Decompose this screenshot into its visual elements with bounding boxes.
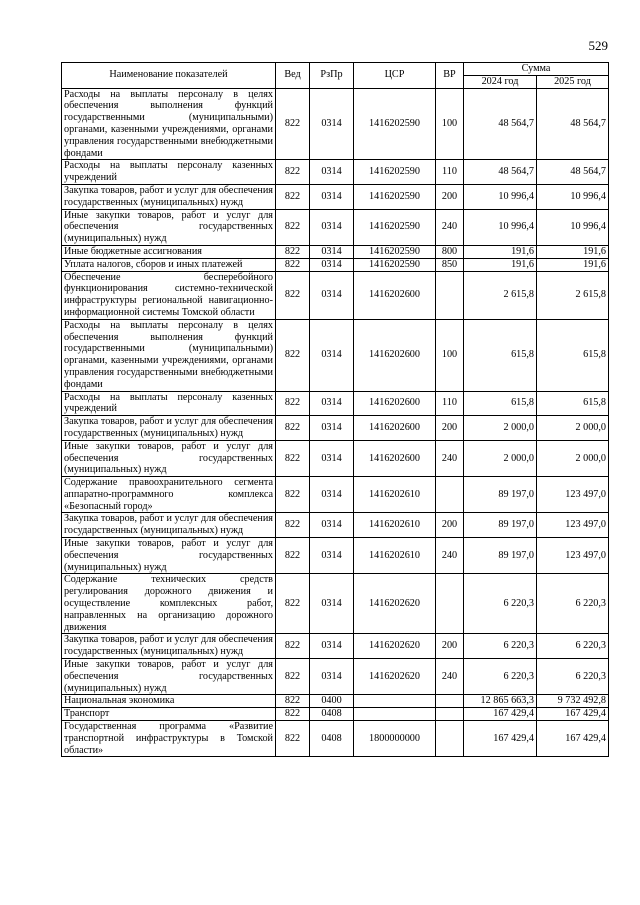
cell-csr: 1416202620	[354, 659, 436, 695]
cell-ved: 822	[276, 271, 310, 319]
cell-csr: 1416202600	[354, 319, 436, 391]
cell-vr	[436, 574, 464, 634]
table-row	[62, 513, 609, 538]
cell-sum-2024: 2 000,0	[464, 440, 537, 476]
table-row	[62, 391, 609, 416]
cell-sum-2024: 6 220,3	[464, 634, 537, 659]
cell-name: Иные закупки товаров, работ и услуг для обеспечения государственных (муниципальных) нужд	[62, 440, 276, 476]
cell-rzpr: 0314	[310, 513, 354, 538]
cell-ved: 822	[276, 538, 310, 574]
cell-rzpr: 0314	[310, 538, 354, 574]
cell-ved: 822	[276, 659, 310, 695]
table-row	[62, 440, 609, 476]
cell-vr	[436, 721, 464, 757]
cell-name: Государственная программа «Развитие транспортной инфраструктуры в Томской области»	[62, 721, 276, 757]
cell-vr: 200	[436, 513, 464, 538]
table-row	[62, 574, 609, 634]
cell-ved: 822	[276, 634, 310, 659]
table-body	[62, 88, 609, 757]
cell-name: Расходы на выплаты персоналу в целях обеспечения выполнения функций государственными (муниципальными) органами, казенными учреждениями, органами управления государственными внебюджетными фондами	[62, 88, 276, 160]
cell-ved: 822	[276, 513, 310, 538]
cell-sum-2025: 6 220,3	[537, 659, 609, 695]
cell-name: Иные закупки товаров, работ и услуг для обеспечения государственных (муниципальных) нужд	[62, 538, 276, 574]
cell-csr: 1416202590	[354, 88, 436, 160]
table-row	[62, 416, 609, 441]
header-ved: Вед	[276, 63, 310, 89]
cell-name: Иные бюджетные ассигнования	[62, 245, 276, 258]
cell-vr: 200	[436, 184, 464, 209]
cell-vr: 240	[436, 538, 464, 574]
cell-sum-2025: 2 000,0	[537, 440, 609, 476]
cell-csr: 1416202610	[354, 538, 436, 574]
cell-rzpr: 0314	[310, 88, 354, 160]
cell-sum-2024: 2 615,8	[464, 271, 537, 319]
table-row	[62, 708, 609, 721]
cell-sum-2025: 191,6	[537, 245, 609, 258]
budget-table	[61, 62, 609, 757]
cell-ved: 822	[276, 209, 310, 245]
cell-csr	[354, 708, 436, 721]
cell-sum-2024: 615,8	[464, 391, 537, 416]
cell-rzpr: 0408	[310, 721, 354, 757]
cell-sum-2024: 167 429,4	[464, 708, 537, 721]
cell-ved: 822	[276, 88, 310, 160]
cell-rzpr: 0314	[310, 477, 354, 513]
cell-rzpr: 0314	[310, 160, 354, 185]
cell-sum-2024: 2 000,0	[464, 416, 537, 441]
cell-sum-2025: 123 497,0	[537, 538, 609, 574]
cell-sum-2025: 6 220,3	[537, 574, 609, 634]
table-row	[62, 659, 609, 695]
cell-csr: 1416202590	[354, 184, 436, 209]
cell-csr: 1416202600	[354, 391, 436, 416]
header-sum: Сумма	[464, 63, 609, 76]
cell-sum-2025: 615,8	[537, 391, 609, 416]
cell-name: Закупка товаров, работ и услуг для обеспечения государственных (муниципальных) нужд	[62, 416, 276, 441]
table-row	[62, 160, 609, 185]
cell-ved: 822	[276, 245, 310, 258]
cell-rzpr: 0408	[310, 708, 354, 721]
table-row	[62, 634, 609, 659]
cell-sum-2024: 89 197,0	[464, 477, 537, 513]
cell-vr: 240	[436, 440, 464, 476]
cell-name: Закупка товаров, работ и услуг для обеспечения государственных (муниципальных) нужд	[62, 634, 276, 659]
cell-csr: 1416202590	[354, 258, 436, 271]
cell-csr: 1416202590	[354, 160, 436, 185]
cell-sum-2025: 10 996,4	[537, 184, 609, 209]
header-csr: ЦСР	[354, 63, 436, 89]
cell-name: Закупка товаров, работ и услуг для обеспечения государственных (муниципальных) нужд	[62, 184, 276, 209]
cell-ved: 822	[276, 258, 310, 271]
cell-sum-2025: 6 220,3	[537, 634, 609, 659]
cell-ved: 822	[276, 721, 310, 757]
table-row	[62, 695, 609, 708]
cell-ved: 822	[276, 160, 310, 185]
cell-rzpr: 0314	[310, 184, 354, 209]
cell-vr	[436, 271, 464, 319]
cell-csr: 1416202590	[354, 245, 436, 258]
table-row	[62, 88, 609, 160]
cell-sum-2025: 48 564,7	[537, 88, 609, 160]
cell-rzpr: 0314	[310, 659, 354, 695]
cell-csr	[354, 695, 436, 708]
header-year-2025: 2025 год	[537, 75, 609, 88]
table-row	[62, 245, 609, 258]
cell-name: Национальная экономика	[62, 695, 276, 708]
cell-sum-2025: 191,6	[537, 258, 609, 271]
cell-sum-2024: 10 996,4	[464, 209, 537, 245]
cell-ved: 822	[276, 184, 310, 209]
cell-name: Иные закупки товаров, работ и услуг для обеспечения государственных (муниципальных) нужд	[62, 659, 276, 695]
cell-rzpr: 0314	[310, 634, 354, 659]
cell-rzpr: 0314	[310, 245, 354, 258]
cell-ved: 822	[276, 695, 310, 708]
cell-csr: 1416202590	[354, 209, 436, 245]
cell-vr: 100	[436, 319, 464, 391]
cell-rzpr: 0314	[310, 416, 354, 441]
cell-ved: 822	[276, 391, 310, 416]
cell-sum-2025: 123 497,0	[537, 477, 609, 513]
cell-name: Уплата налогов, сборов и иных платежей	[62, 258, 276, 271]
cell-rzpr: 0400	[310, 695, 354, 708]
cell-vr: 240	[436, 209, 464, 245]
cell-csr: 1416202610	[354, 477, 436, 513]
cell-sum-2025: 2 000,0	[537, 416, 609, 441]
cell-rzpr: 0314	[310, 258, 354, 271]
page-number: 529	[588, 38, 608, 53]
cell-ved: 822	[276, 574, 310, 634]
cell-csr: 1416202600	[354, 271, 436, 319]
cell-csr: 1416202600	[354, 440, 436, 476]
cell-sum-2024: 48 564,7	[464, 88, 537, 160]
cell-sum-2024: 48 564,7	[464, 160, 537, 185]
cell-rzpr: 0314	[310, 440, 354, 476]
cell-sum-2024: 10 996,4	[464, 184, 537, 209]
cell-rzpr: 0314	[310, 391, 354, 416]
cell-ved: 822	[276, 477, 310, 513]
cell-sum-2025: 123 497,0	[537, 513, 609, 538]
cell-name: Расходы на выплаты персоналу в целях обеспечения выполнения функций государственными (муниципальными) органами, казенными учреждениями, органами управления государственными внебюджетными фондами	[62, 319, 276, 391]
table-row	[62, 721, 609, 757]
cell-rzpr: 0314	[310, 209, 354, 245]
cell-name: Иные закупки товаров, работ и услуг для обеспечения государственных (муниципальных) нужд	[62, 209, 276, 245]
cell-ved: 822	[276, 708, 310, 721]
table-row	[62, 477, 609, 513]
cell-vr: 110	[436, 160, 464, 185]
cell-vr: 200	[436, 634, 464, 659]
cell-sum-2025: 2 615,8	[537, 271, 609, 319]
cell-csr: 1416202620	[354, 574, 436, 634]
cell-vr: 240	[436, 659, 464, 695]
cell-name: Расходы на выплаты персоналу казенных учреждений	[62, 391, 276, 416]
cell-csr: 1416202600	[354, 416, 436, 441]
table-row	[62, 271, 609, 319]
cell-sum-2024: 89 197,0	[464, 538, 537, 574]
cell-sum-2024: 167 429,4	[464, 721, 537, 757]
cell-vr	[436, 695, 464, 708]
cell-vr: 850	[436, 258, 464, 271]
cell-sum-2025: 167 429,4	[537, 721, 609, 757]
cell-sum-2024: 89 197,0	[464, 513, 537, 538]
cell-name: Транспорт	[62, 708, 276, 721]
header-name: Наименование показателей	[62, 63, 276, 89]
cell-sum-2025: 167 429,4	[537, 708, 609, 721]
table-row	[62, 538, 609, 574]
cell-name: Расходы на выплаты персоналу казенных учреждений	[62, 160, 276, 185]
cell-name: Содержание правоохранительного сегмента аппаратно-программного комплекса «Безопасный город»	[62, 477, 276, 513]
header-year-2024: 2024 год	[464, 75, 537, 88]
cell-vr: 100	[436, 88, 464, 160]
cell-vr: 800	[436, 245, 464, 258]
table-row	[62, 258, 609, 271]
cell-sum-2025: 615,8	[537, 319, 609, 391]
cell-csr: 1416202620	[354, 634, 436, 659]
cell-sum-2025: 10 996,4	[537, 209, 609, 245]
cell-sum-2024: 12 865 663,3	[464, 695, 537, 708]
cell-name: Закупка товаров, работ и услуг для обеспечения государственных (муниципальных) нужд	[62, 513, 276, 538]
cell-vr	[436, 708, 464, 721]
cell-rzpr: 0314	[310, 271, 354, 319]
cell-rzpr: 0314	[310, 574, 354, 634]
header-vr: ВР	[436, 63, 464, 89]
cell-ved: 822	[276, 416, 310, 441]
header-rzpr: РзПр	[310, 63, 354, 89]
cell-csr: 1800000000	[354, 721, 436, 757]
cell-name: Обеспечение бесперебойного функционирования системно-технической инфраструктуры региональной навигационно-информационной системы Томской области	[62, 271, 276, 319]
cell-sum-2024: 191,6	[464, 258, 537, 271]
cell-vr: 200	[436, 416, 464, 441]
table-row	[62, 209, 609, 245]
cell-sum-2024: 191,6	[464, 245, 537, 258]
cell-vr: 110	[436, 391, 464, 416]
cell-sum-2024: 615,8	[464, 319, 537, 391]
cell-sum-2025: 9 732 492,8	[537, 695, 609, 708]
cell-sum-2024: 6 220,3	[464, 574, 537, 634]
table-row	[62, 184, 609, 209]
cell-sum-2024: 6 220,3	[464, 659, 537, 695]
cell-ved: 822	[276, 319, 310, 391]
cell-name: Содержание технических средств регулирования дорожного движения и осуществление комплексных работ, направленных на организацию дорожного движения	[62, 574, 276, 634]
cell-ved: 822	[276, 440, 310, 476]
cell-sum-2025: 48 564,7	[537, 160, 609, 185]
cell-csr: 1416202610	[354, 513, 436, 538]
cell-vr	[436, 477, 464, 513]
table-row	[62, 319, 609, 391]
cell-rzpr: 0314	[310, 319, 354, 391]
